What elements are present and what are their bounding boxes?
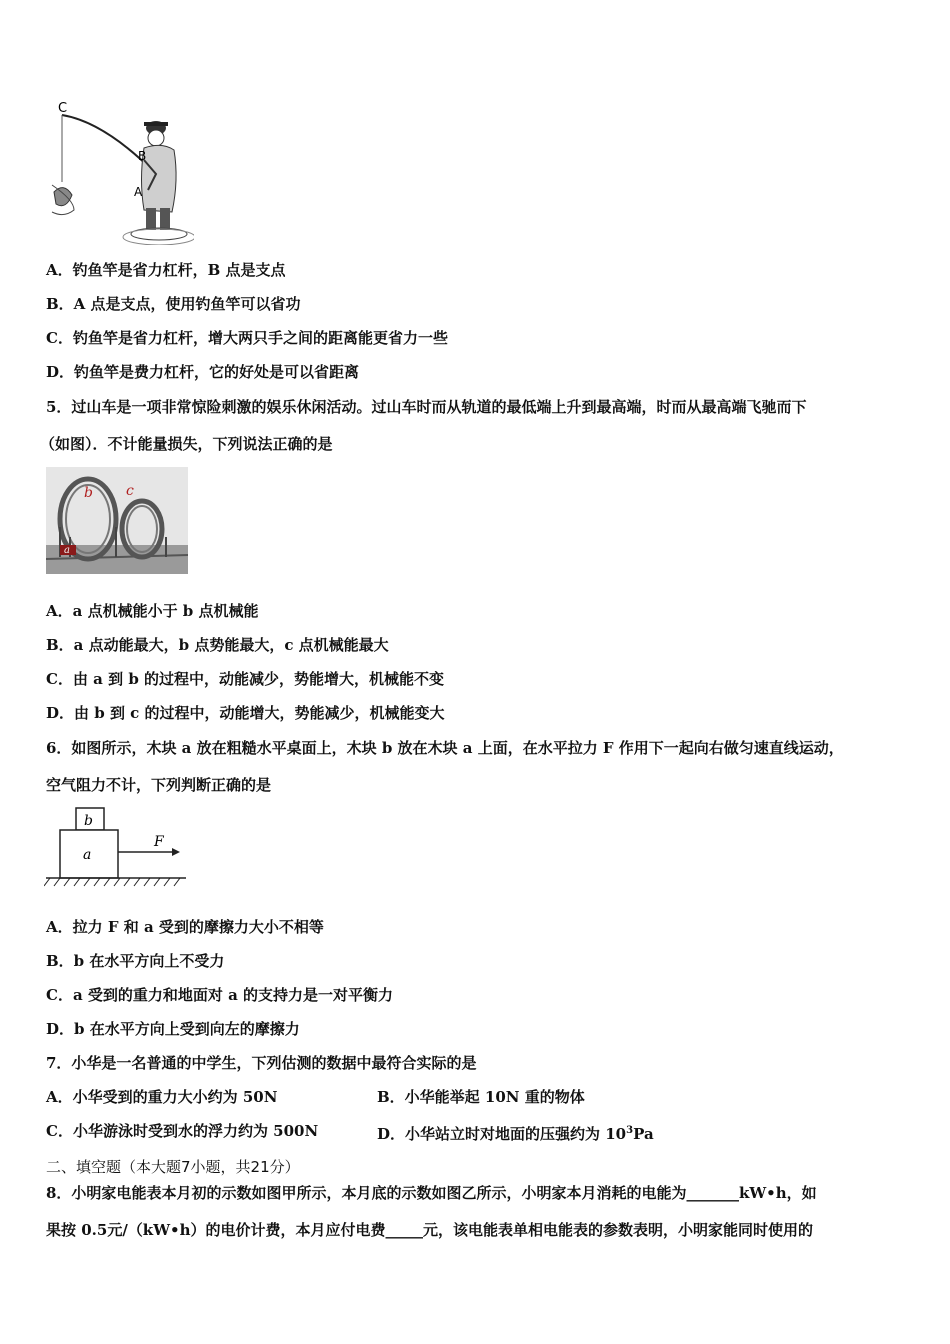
q8-stem-line1: 8．小明家电能表本月初的示数如图甲所示，本月底的示数如图乙所示，小明家本月消耗的电能为_______kW•h，如 bbox=[46, 1184, 817, 1202]
q4-option-a: A．钓鱼竿是省力杠杆，B 点是支点 bbox=[46, 261, 286, 279]
coaster-label-c: c bbox=[126, 483, 134, 499]
fishing-label-a: A bbox=[134, 185, 143, 199]
q8-stem-line2: 果按 0.5元/（kW•h）的电价计费，本月应付电费_____元，该电能表单相电能表的参数表明，小明家能同时使用的 bbox=[46, 1221, 814, 1239]
q6-stem-line1: 6．如图所示，木块 a 放在粗糙水平桌面上，木块 b 放在木块 a 上面，在水平拉力 F 作用下一起向右做匀速直线运动， bbox=[46, 739, 844, 757]
roller-coaster-figure bbox=[46, 467, 188, 574]
q5-stem-line2: （如图）．不计能量损失，下列说法正确的是 bbox=[40, 435, 333, 453]
q6-option-c: C．a 受到的重力和地面对 a 的支持力是一对平衡力 bbox=[46, 986, 394, 1004]
q4-option-d: D．钓鱼竿是费力杠杆，它的好处是可以省距离 bbox=[46, 363, 360, 381]
q7-option-d-exponent: 3 bbox=[626, 1125, 634, 1136]
q5-option-d: D．由 b 到 c 的过程中，动能增大，势能减少，机械能变大 bbox=[46, 704, 445, 722]
q6-option-b: B．b 在水平方向上不受力 bbox=[46, 952, 225, 970]
q6-option-d: D．b 在水平方向上受到向左的摩擦力 bbox=[46, 1020, 300, 1038]
coaster-label-a: a bbox=[64, 545, 70, 556]
q7-option-d bbox=[377, 1121, 654, 1144]
q7-option-b: B．小华能举起 10N 重的物体 bbox=[377, 1088, 585, 1106]
fishing-rod-figure bbox=[44, 100, 194, 245]
q5-stem-line1: 5．过山车是一项非常惊险刺激的娱乐休闲活动。过山车时而从轨道的最低端上升到最高端，时而从最高端飞驰而下 bbox=[46, 398, 807, 416]
section-2-title: 二、填空题（本大题7小题，共21分） bbox=[46, 1158, 300, 1176]
q5-option-a: A．a 点机械能小于 b 点机械能 bbox=[46, 602, 259, 620]
q7-option-d-unit: Pa bbox=[633, 1125, 654, 1143]
q5-option-c: C．由 a 到 b 的过程中，动能减少，势能增大，机械能不变 bbox=[46, 670, 445, 688]
q4-option-c: C．钓鱼竿是省力杠杆，增大两只手之间的距离能更省力一些 bbox=[46, 329, 448, 347]
q4-option-b: B．A 点是支点，使用钓鱼竿可以省功 bbox=[46, 295, 301, 313]
coaster-label-b: b bbox=[84, 485, 93, 501]
fishing-label-c: C bbox=[58, 101, 68, 116]
fishing-label-b: B bbox=[138, 149, 147, 163]
blocks-figure bbox=[44, 804, 188, 888]
q6-option-a: A．拉力 F 和 a 受到的摩擦力大小不相等 bbox=[46, 918, 324, 936]
block-label-b: b bbox=[84, 813, 93, 829]
block-label-a: a bbox=[83, 847, 92, 863]
q7-option-d-main: D．小华站立时对地面的压强约为 10 bbox=[377, 1125, 627, 1143]
q5-option-b: B．a 点动能最大，b 点势能最大，c 点机械能最大 bbox=[46, 636, 389, 654]
q7-option-a: A．小华受到的重力大小约为 50N bbox=[46, 1088, 278, 1106]
q7-stem: 7．小华是一名普通的中学生，下列估测的数据中最符合实际的是 bbox=[46, 1054, 477, 1072]
force-label-f: F bbox=[154, 834, 164, 850]
q7-option-c: C．小华游泳时受到水的浮力约为 500N bbox=[46, 1122, 319, 1140]
q6-stem-line2: 空气阻力不计，下列判断正确的是 bbox=[46, 776, 272, 794]
